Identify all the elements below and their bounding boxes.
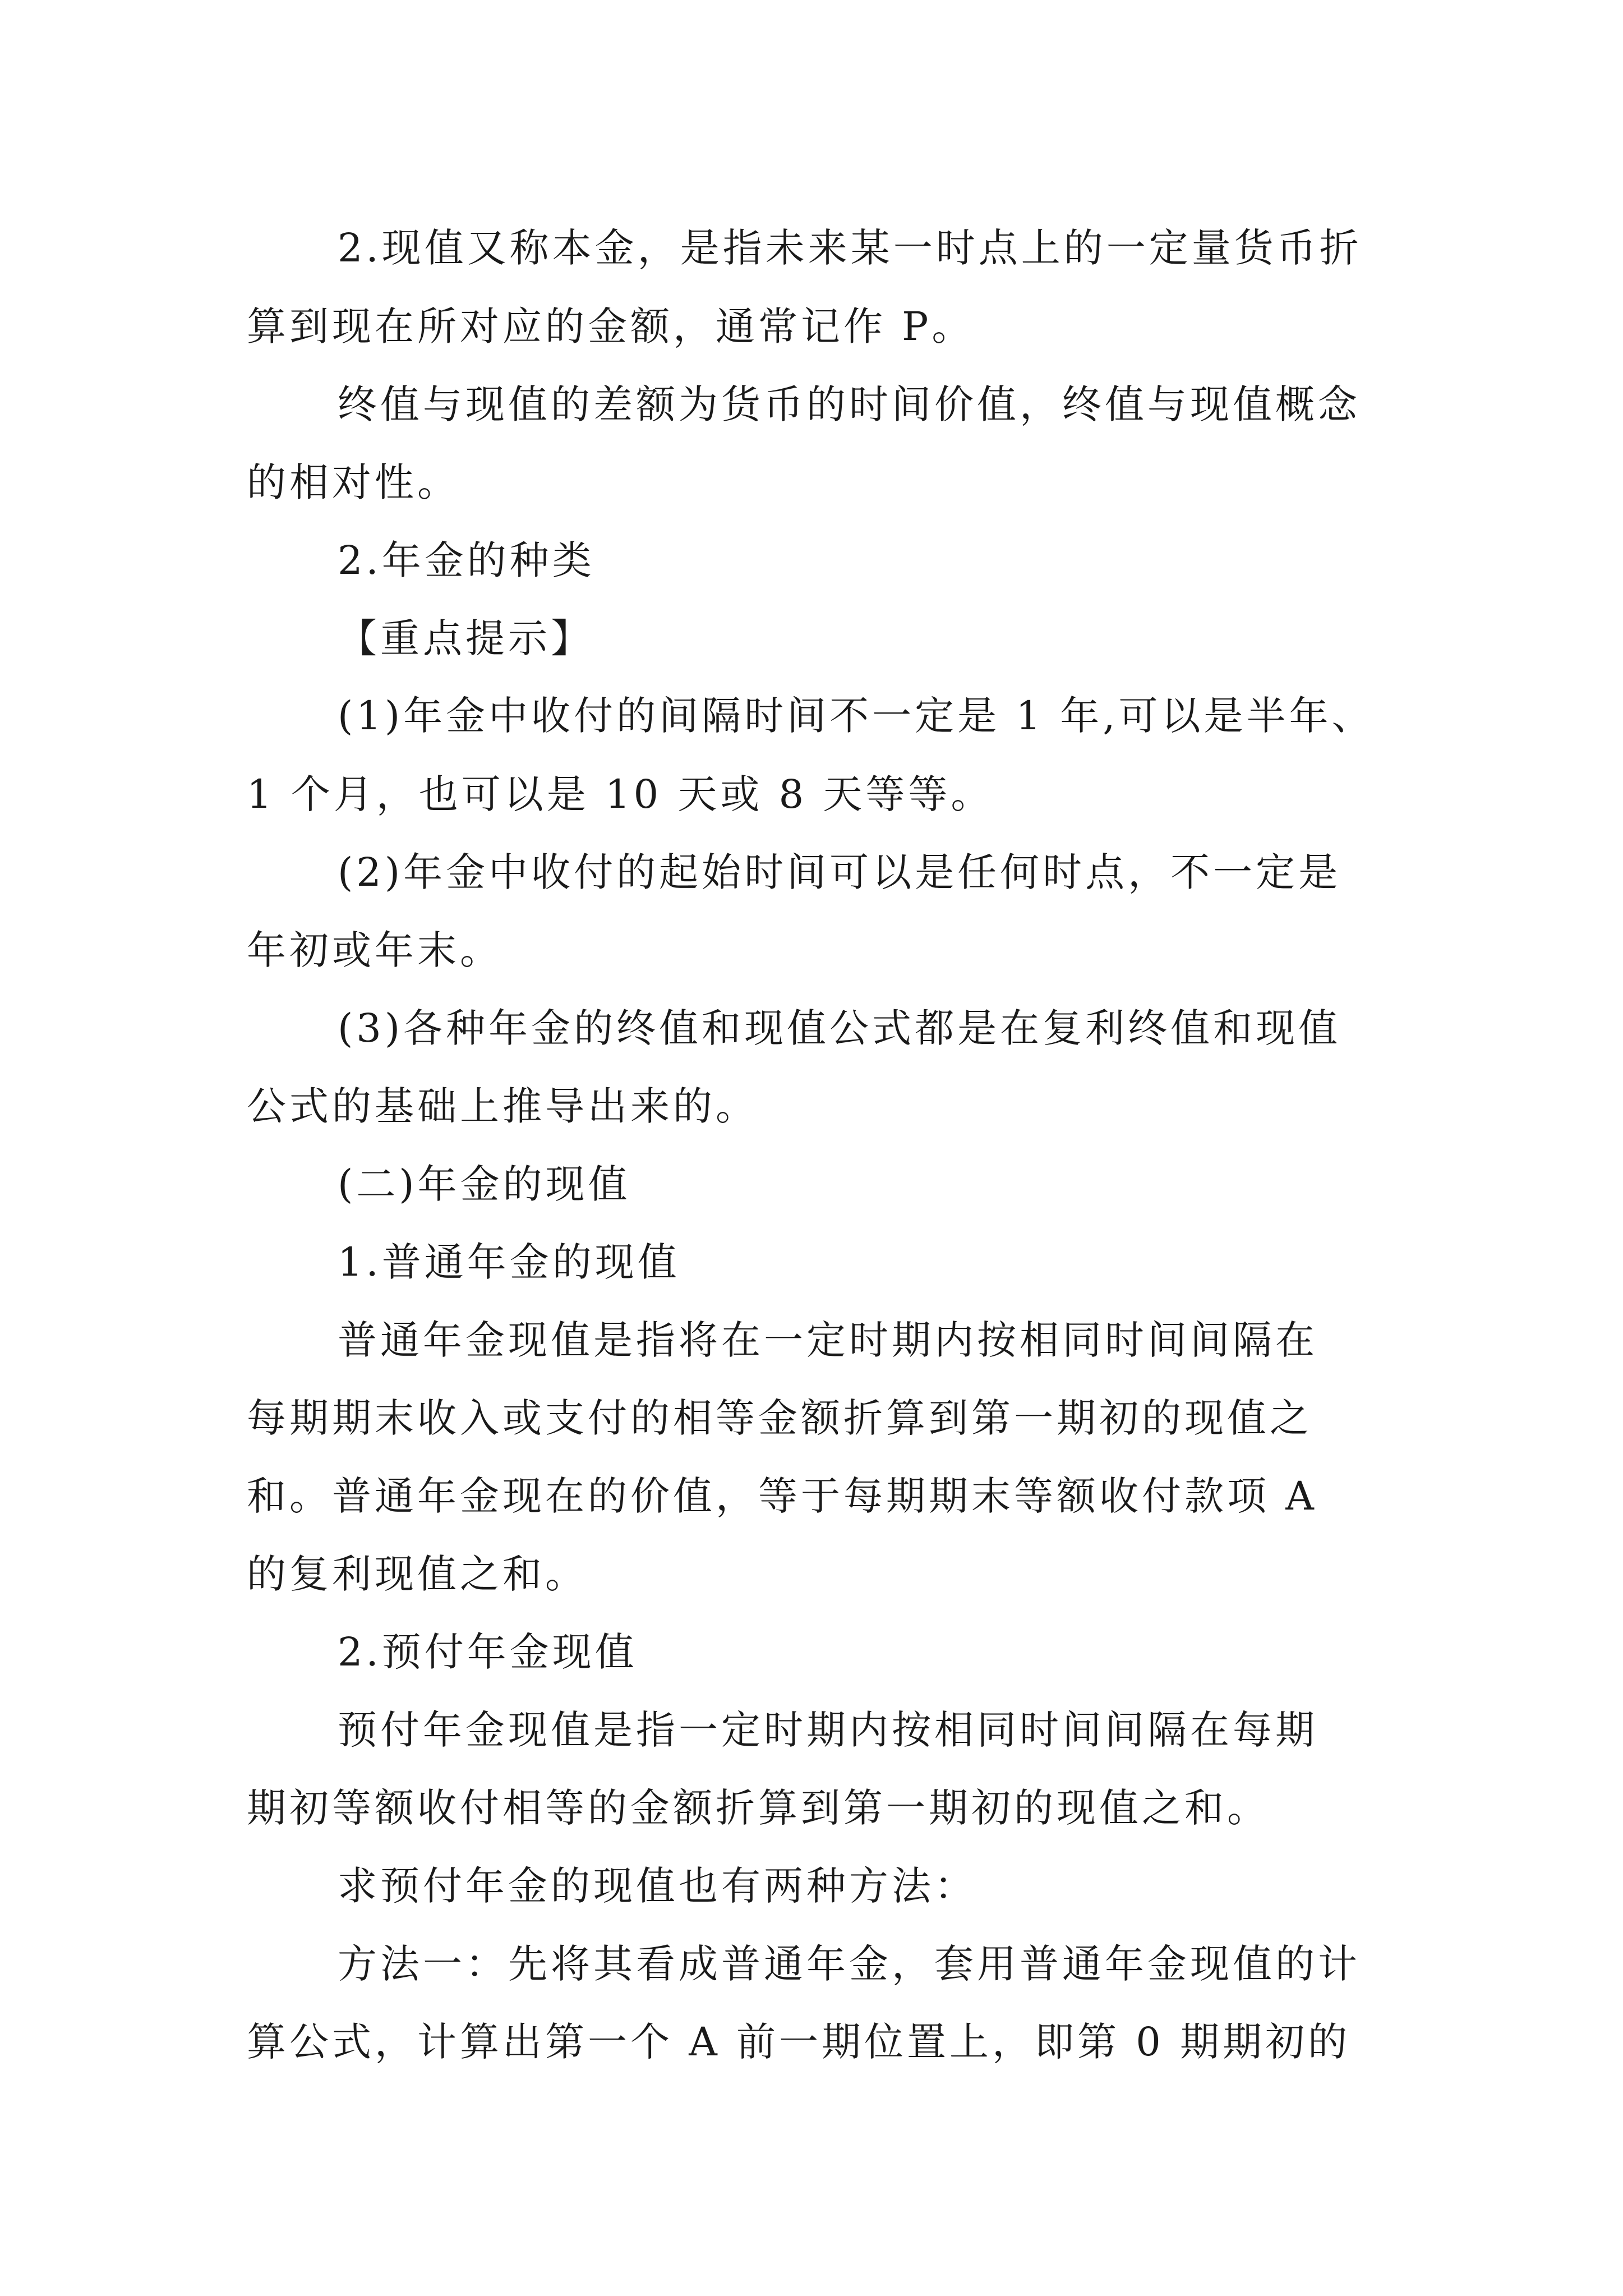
paragraph-line: 方法一：先将其看成普通年金，套用普通年金现值的计 [338,1941,1361,1987]
section-heading: 【重点提示】 [338,615,593,661]
section-heading: 1.普通年金的现值 [338,1239,680,1285]
paragraph-line: 期初等额收付相等的金额折算到第一期初的现值之和。 [247,1785,1270,1831]
paragraph-line: 2.现值又称本金，是指未来某一时点上的一定量货币折 [338,225,1362,271]
paragraph-line: 算到现在所对应的金额，通常记作 P。 [247,303,975,349]
paragraph-line: 的复利现值之和。 [247,1551,588,1597]
paragraph-line: 公式的基础上推导出来的。 [247,1083,758,1129]
paragraph-line: 求预付年金的现值也有两种方法： [338,1863,977,1909]
paragraph-line: 的相对性。 [247,459,460,505]
paragraph-line: 年初或年末。 [247,927,502,973]
paragraph-line: 预付年金现值是指一定时期内按相同时间间隔在每期 [338,1707,1318,1753]
paragraph-line: 终值与现值的差额为货币的时间价值，终值与现值概念 [338,381,1361,427]
paragraph-line: 普通年金现值是指将在一定时期内按相同时间间隔在 [338,1317,1318,1363]
paragraph-line: (1)年金中收付的间隔时间不一定是 1 年,可以是半年、 [338,693,1375,739]
paragraph-line: 1 个月，也可以是 10 天或 8 天等等。 [247,771,994,817]
paragraph-line: (3)各种年金的终值和现值公式都是在复利终值和现值 [338,1005,1341,1051]
paragraph-line: 和。普通年金现在的价值，等于每期期末等额收付款项 A [247,1473,1317,1519]
section-heading: 2.年金的种类 [338,537,595,583]
paragraph-line: 算公式，计算出第一个 A 前一期位置上，即第 0 期期初的 [247,2019,1351,2065]
section-heading: 2.预付年金现值 [338,1629,638,1675]
paragraph-line: 每期期末收入或支付的相等金额折算到第一期初的现值之 [247,1395,1312,1441]
section-heading: (二)年金的现值 [338,1161,631,1207]
paragraph-line: (2)年金中收付的起始时间可以是任何时点，不一定是 [338,849,1341,895]
